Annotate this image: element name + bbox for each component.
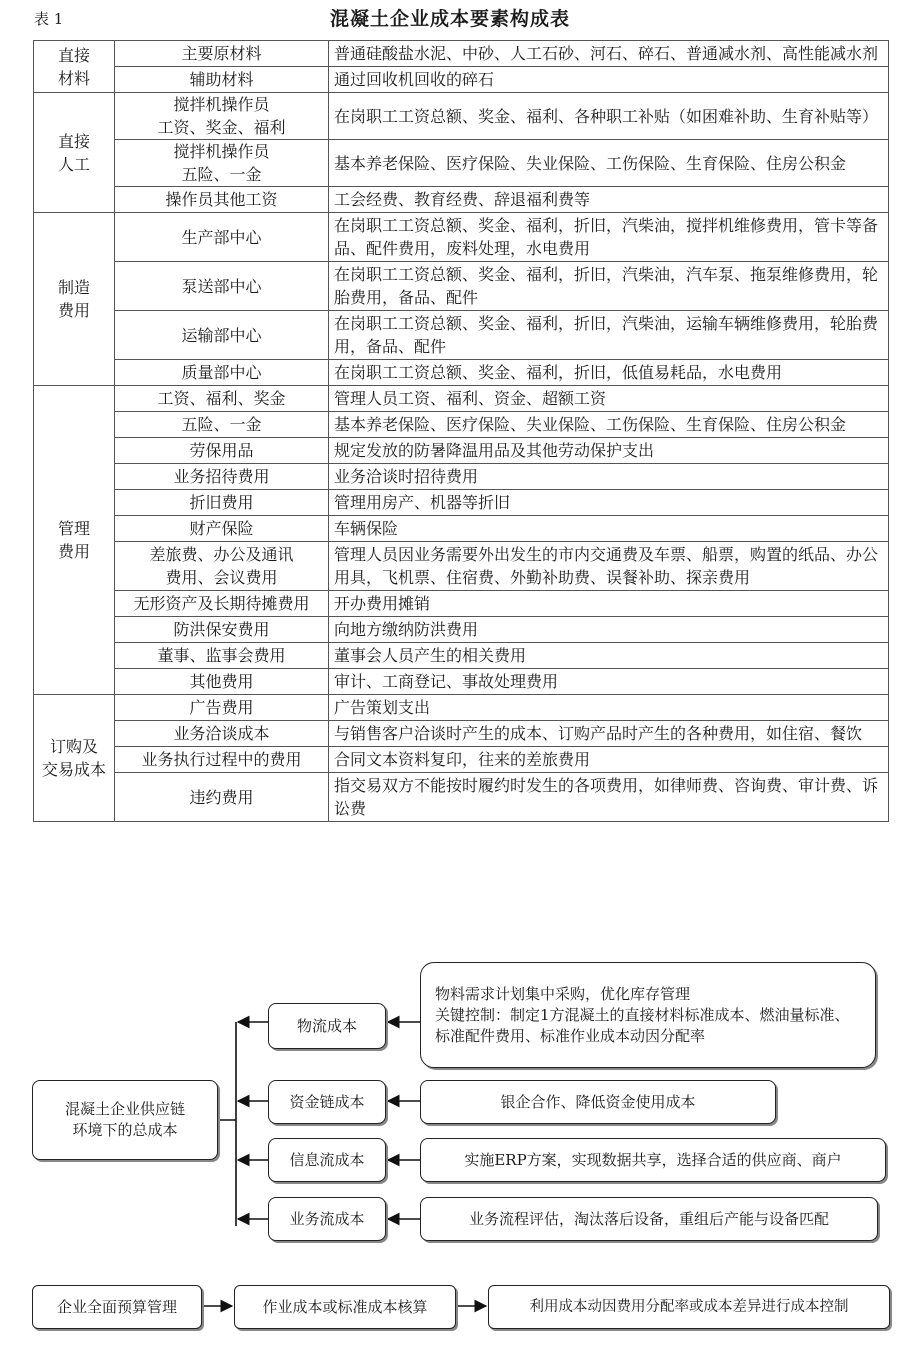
detail-information: 实施ERP方案，实现数据共享，选择合适的供应商、商户 bbox=[420, 1138, 886, 1182]
description-cell: 工会经费、教育经费、辞退福利费等 bbox=[329, 187, 889, 213]
description-cell: 董事会人员产生的相关费用 bbox=[329, 643, 889, 669]
item-cell: 运输部中心 bbox=[115, 311, 329, 360]
item-cell: 业务招待费用 bbox=[115, 464, 329, 490]
description-cell: 指交易双方不能按时履约时发生的各项费用，如律师费、咨询费、审计费、诉讼费 bbox=[329, 773, 889, 822]
description-cell: 业务洽谈时招待费用 bbox=[329, 464, 889, 490]
description-cell: 审计、工商登记、事故处理费用 bbox=[329, 669, 889, 695]
flow-step-2: 作业成本或标准成本核算 bbox=[234, 1285, 456, 1329]
branch-information: 信息流成本 bbox=[268, 1138, 386, 1182]
item-cell: 业务洽谈成本 bbox=[115, 721, 329, 747]
description-cell: 向地方缴纳防洪费用 bbox=[329, 617, 889, 643]
item-cell: 其他费用 bbox=[115, 669, 329, 695]
detail-capital: 银企合作、降低资金使用成本 bbox=[420, 1080, 776, 1124]
detail-logistics: 物料需求计划集中采购，优化库存管理 关键控制：制定1方混凝土的直接材料标准成本、燃油量标准、标准配件费用、标准作业成本动因分配率 bbox=[420, 962, 876, 1068]
category-cell: 直接 人工 bbox=[34, 93, 115, 213]
description-cell: 广告策划支出 bbox=[329, 695, 889, 721]
root-box: 混凝土企业供应链 环境下的总成本 bbox=[32, 1080, 218, 1160]
item-cell: 业务执行过程中的费用 bbox=[115, 747, 329, 773]
item-cell: 泵送部中心 bbox=[115, 262, 329, 311]
category-cell: 直接 材料 bbox=[34, 41, 115, 93]
item-cell: 五险、一金 bbox=[115, 412, 329, 438]
table-label: 表 1 bbox=[34, 10, 64, 28]
item-cell: 劳保用品 bbox=[115, 438, 329, 464]
description-cell: 基本养老保险、医疗保险、失业保险、工伤保险、生育保险、住房公积金 bbox=[329, 140, 889, 187]
description-cell: 管理人员因业务需要外出发生的市内交通费及车票、船票，购置的纸品、办公用具，飞机票、住宿费、外勤补助费、误餐补助、探亲费用 bbox=[329, 542, 889, 591]
item-cell: 差旅费、办公及通讯 费用、会议费用 bbox=[115, 542, 329, 591]
category-cell: 制造 费用 bbox=[34, 213, 115, 386]
description-cell: 基本养老保险、医疗保险、失业保险、工伤保险、生育保险、住房公积金 bbox=[329, 412, 889, 438]
description-cell: 管理人员工资、福利、资金、超额工资 bbox=[329, 386, 889, 412]
description-cell: 在岗职工工资总额、奖金、福利、各种职工补贴（如困难补助、生育补贴等） bbox=[329, 93, 889, 140]
branch-capital: 资金链成本 bbox=[268, 1080, 386, 1124]
description-cell: 普通硅酸盐水泥、中砂、人工石砂、河石、碎石、普通减水剂、高性能减水剂 bbox=[329, 41, 889, 67]
description-cell: 在岗职工工资总额、奖金、福利，折旧，汽柴油，搅拌机维修费用，管卡等备品、配件费用，废料处理，水电费用 bbox=[329, 213, 889, 262]
description-cell: 合同文本资料复印，往来的差旅费用 bbox=[329, 747, 889, 773]
item-cell: 生产部中心 bbox=[115, 213, 329, 262]
item-cell: 搅拌机操作员 工资、奖金、福利 bbox=[115, 93, 329, 140]
item-cell: 广告费用 bbox=[115, 695, 329, 721]
item-cell: 工资、福利、奖金 bbox=[115, 386, 329, 412]
flow-step-1: 企业全面预算管理 bbox=[32, 1285, 202, 1329]
item-cell: 辅助材料 bbox=[115, 67, 329, 93]
branch-logistics: 物流成本 bbox=[268, 1003, 386, 1049]
item-cell: 搅拌机操作员 五险、一金 bbox=[115, 140, 329, 187]
table-title: 混凝土企业成本要素构成表 bbox=[329, 8, 570, 30]
item-cell: 财产保险 bbox=[115, 516, 329, 542]
description-cell: 在岗职工工资总额、奖金、福利，折旧，汽柴油，运输车辆维修费用，轮胎费用，备品、配件 bbox=[329, 311, 889, 360]
flow-step-3: 利用成本动因费用分配率或成本差异进行成本控制 bbox=[488, 1285, 890, 1329]
item-cell: 折旧费用 bbox=[115, 490, 329, 516]
description-cell: 规定发放的防暑降温用品及其他劳动保护支出 bbox=[329, 438, 889, 464]
item-cell: 违约费用 bbox=[115, 773, 329, 822]
item-cell: 无形资产及长期待摊费用 bbox=[115, 591, 329, 617]
description-cell: 在岗职工工资总额、奖金、福利，折旧，低值易耗品，水电费用 bbox=[329, 360, 889, 386]
description-cell: 与销售客户洽谈时产生的成本、订购产品时产生的各种费用，如住宿、餐饮 bbox=[329, 721, 889, 747]
item-cell: 质量部中心 bbox=[115, 360, 329, 386]
item-cell: 董事、监事会费用 bbox=[115, 643, 329, 669]
category-cell: 订购及 交易成本 bbox=[34, 695, 115, 822]
description-cell: 通过回收机回收的碎石 bbox=[329, 67, 889, 93]
description-cell: 管理用房产、机器等折旧 bbox=[329, 490, 889, 516]
item-cell: 主要原材料 bbox=[115, 41, 329, 67]
item-cell: 防洪保安费用 bbox=[115, 617, 329, 643]
item-cell: 操作员其他工资 bbox=[115, 187, 329, 213]
category-cell: 管理 费用 bbox=[34, 386, 115, 695]
branch-business: 业务流成本 bbox=[268, 1197, 386, 1241]
description-cell: 车辆保险 bbox=[329, 516, 889, 542]
detail-business: 业务流程评估，淘汰落后设备，重组后产能与设备匹配 bbox=[420, 1197, 878, 1241]
description-cell: 开办费用摊销 bbox=[329, 591, 889, 617]
description-cell: 在岗职工工资总额、奖金、福利，折旧，汽柴油，汽车泵、拖泵维修费用，轮胎费用，备品、配件 bbox=[329, 262, 889, 311]
